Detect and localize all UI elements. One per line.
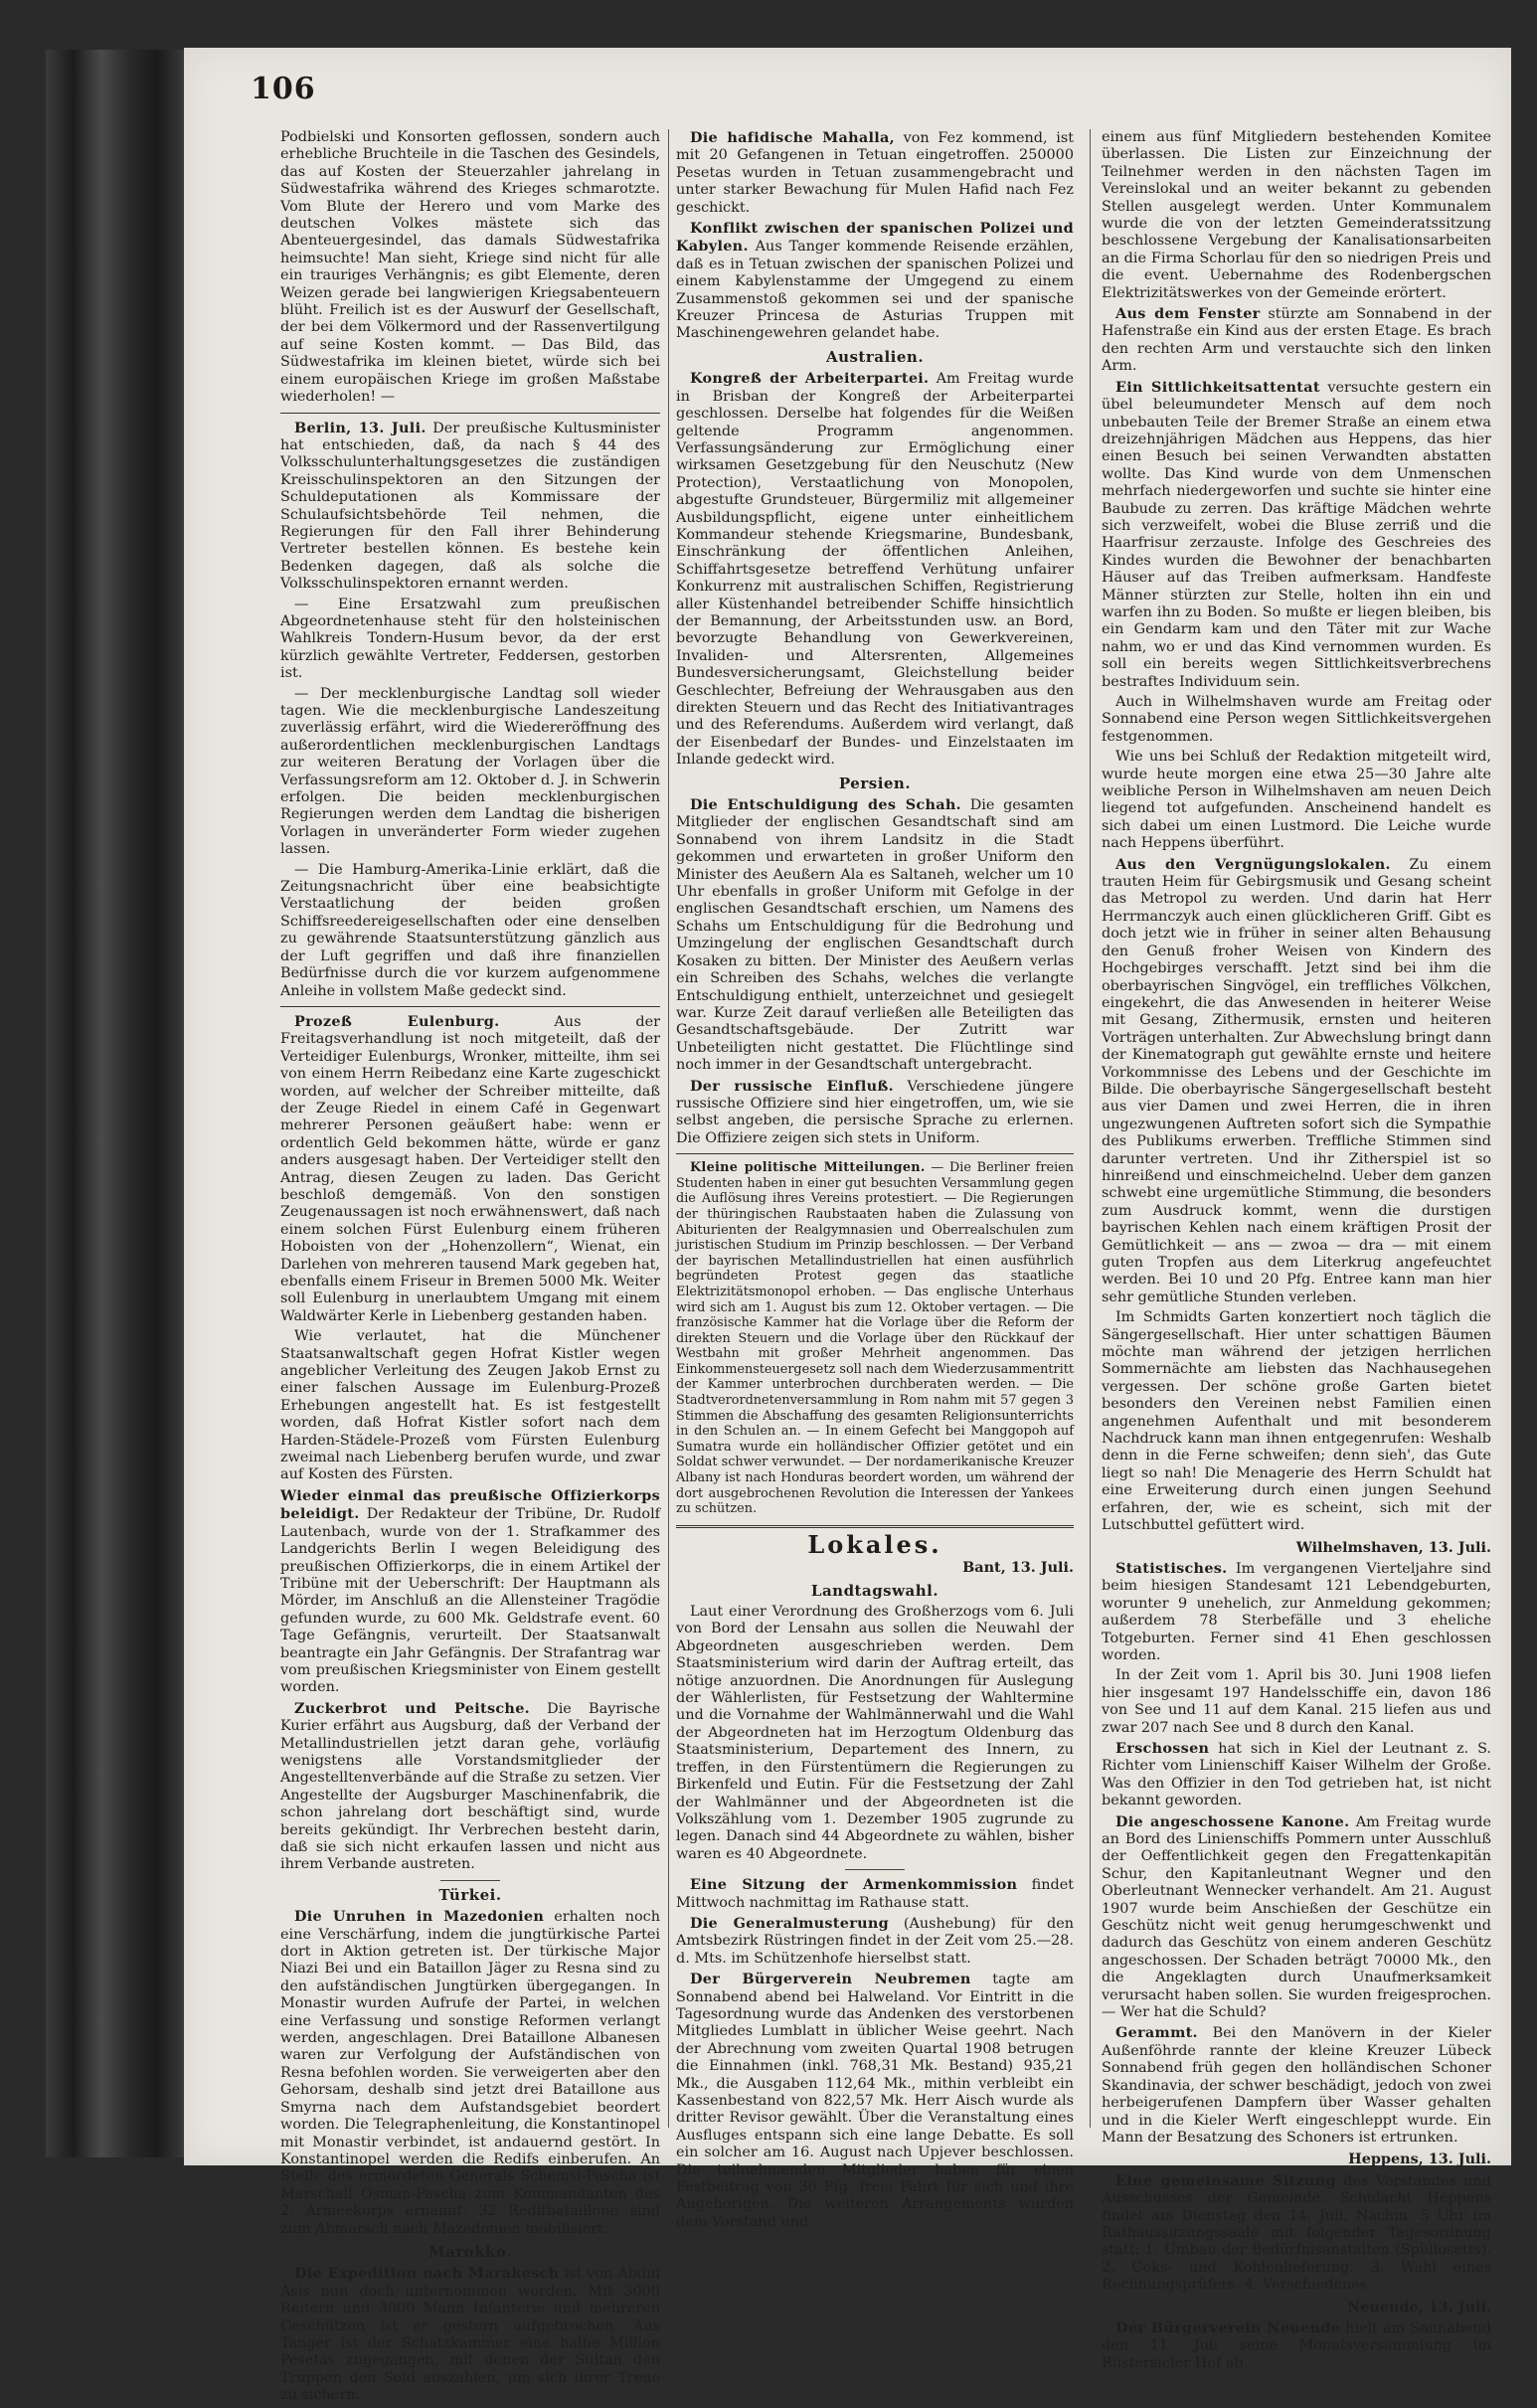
article-lead: Erschossen bbox=[1115, 1739, 1210, 1757]
article-text: Aus Tanger kommende Reisende erzählen, daß es in Tetuan zwischen der spanischen Polizei und einem Kabylenstamme der Umgegend zu einem Zusammenstoß gekommen sei und der spanische Kreuzer Princesa de Asturias Truppen mit Maschinengewehren gelandet habe. bbox=[676, 239, 1074, 342]
article-lead: Aus den Vergnügungslokalen. bbox=[1115, 855, 1391, 873]
article-lead: Kleine politische Mitteilungen. bbox=[690, 1160, 926, 1176]
section-heading: Australien. bbox=[825, 347, 925, 366]
dateline: Neuende, 13. Juli. bbox=[1347, 2298, 1491, 2316]
article-text: Am Freitag wurde in Brisban der Kongreß der Arbeiterpartei geschlossen. Derselbe hat folgendes für die Weißen geltende Programm angenommen. Verfassungsänderung zur Ermöglichung einer wirksamen Gesetzgebung für den Neuschutz (New Protection), Verstaatlichung von Monopolen, abgestufte Grundsteuer, Bürgermiliz mit allgemeiner Ausbildungspflicht, eigene unter einheitlichem Kommandeur stehende Kriegsmarine, Bundesbank, Einschränkung der öffentlichen Anleihen, Schiffahrtsgesetze betreffend Verhütung unfairer Konkurrenz mit australischen Schiffen, Registrierung aller Küstenhandel betreibender Schiffe hinsichtlich der Bemannung, der Arbeitsstunden usw. an Bord, bevorzugte Behandlung von Gewerkvereinen, Invaliden- und Altersrenten, Allgemeines Bundesversicherungsamt, Gleichstellung beider Geschlechter, Befreiung der Wehrausgaben aus den direkten Steuern und das Recht des Initiativantrages und des Referendums. Außerdem wird verlangt, daß der Eisenbedarf der Bundes- und Einzelstaaten im Inlande gedeckt wird. bbox=[676, 371, 1074, 769]
short-rule bbox=[845, 1869, 905, 1870]
article-lead: Die angeschossene Kanone. bbox=[1115, 1812, 1350, 1830]
section-heading: Türkei. bbox=[438, 1885, 502, 1904]
article-paragraph bbox=[1102, 749, 1491, 852]
article-paragraph bbox=[676, 129, 1074, 217]
article-lead: Eine Sitzung der Armenkommission bbox=[690, 1876, 1018, 1894]
dateline: Bant, 13. Juli. bbox=[962, 1559, 1074, 1577]
article-lead: Statistisches. bbox=[1115, 1559, 1228, 1577]
article-lead: Aus dem Fenster bbox=[1115, 305, 1261, 323]
section-heading: Persien. bbox=[838, 774, 912, 792]
article-text: Im Schmidts Garten konzertiert noch täglich die Sängergesellschaft. Hier unter schattigen Bäumen möchte man während der jetzigen herrlichen Sommernächte am liebsten das Nachhausegehen vergessen. Der schöne große Garten bietet besonders den Vereinen nebst Familien einen angenehmen Aufenthalt und mit besonderem Nachdruck kann man ihnen entgegenrufen: Weshalb denn in die Ferne schweifen; denn sieh', das Gute liegt so nah! Die Menagerie des Herrn Schuldt hat eine Erweiterung durch einen jungen Seehund erfahren, der, wie es scheint, sich mit der Lutschbuttel gefüttert wird. bbox=[1102, 1309, 1491, 1534]
article-text: erhalten noch eine Verschärfung, indem die jungtürkische Partei dort in Aktion getreten ist. Der türkische Major Niazi Bei und ein Bataillon Jäger zu Resna sind zu den aufständischen Jungtürken übergegangen. In Monastir wurden Aufrufe der Partei, in welchen eine Verfassung und sonstige Reformen verlangt werden, angeschlagen. Drei Bataillone Albanesen waren zur Verfolgung der Aufständischen von Resna befohlen worden. Sie verweigerten aber den Gehorsam, deshalb sind jetzt drei Bataillone aus Smyrna nach dem Aufstandsgebiet beordert worden. Die Telegraphenleitung, die Konstantinopel mit Monastir verbindet, ist andauernd gestört. In Konstantinopel werden die Redifs einberufen. An Stelle des ermordeten Generals Schemsi-Pascha ist Marschall Osman-Pascha zum Kommandanten des 2. Armeekorps ernannt. 32 Redifbataillone sind zum Abmarsch nach Mazedonien mobilisiert. bbox=[280, 1909, 660, 2237]
article-paragraph bbox=[676, 1078, 1074, 1148]
article-paragraph bbox=[280, 1908, 660, 2238]
article-text: (Aushebung) für den Amtsbezirk Rüstringen findet in der Zeit vom 25.—28. d. Mts. im Schützenhofe hierselbst statt. bbox=[676, 1915, 1074, 1967]
article-lead: Berlin, 13. Juli. bbox=[294, 419, 427, 436]
article-text: — Eine Ersatzwahl zum preußischen Abgeordnetenhause steht für den holsteinischen Wahlkreis Tondern-Husum bevor, da der erst kürzlich gewählte Vertreter, Feddersen, gestorben ist. bbox=[280, 596, 660, 682]
dateline: Heppens, 13. Juli. bbox=[1348, 2150, 1491, 2168]
article-paragraph bbox=[676, 1604, 1074, 1863]
article-lead: Die Generalmusterung bbox=[690, 1914, 889, 1932]
article-text: Aus der Freitagsverhandlung ist noch mitgeteilt, daß der Verteidiger Eulenburgs, Wronker, mitteilte, ihm sei von einem Herrn Reibedanz eine Karte zugeschickt worden, auf welcher der Schreiber mitteilte, daß der Zeuge Riedel in einem Café in Gegenwart mehrerer Personen geäußert habe: wenn er ordentlich Geld bekommen hätte, würde er ganz anders ausgesagt haben. Der Verteidiger stellt den Antrag, diesen Zeugen zu laden. Das Gericht beschloß demgemäß. Von den sonstigen Zeugenaussagen ist noch erwähnenswert, daß nach einem solchen Fürst Eulenburg einem früheren Hoboisten von der „Hohenzollern“, Wienat, ein Darlehen von mehreren tausend Mark gegeben hat, ebenfalls einem Friseur in Bremen 5000 Mk. Weiter soll Eulenburg in unerlaubtem Umgang mit einem Waldwärter Kerle in Liebenberg gestanden haben. bbox=[280, 1013, 661, 1324]
section-heading: Lokales. bbox=[807, 1529, 942, 1559]
article-paragraph bbox=[280, 686, 660, 859]
article-paragraph bbox=[676, 1915, 1074, 1968]
article-text: tagte am Sonnabend abend bei Halweland. Vor Eintritt in die Tagesordnung wurde das Andenken des verstorbenen Mitgliedes Lumblatt in üblicher Weise geehrt. Nach der Abrechnung vom zweiten Quartal 1908 betrugen die Einnahmen (inkl. 768,31 Mk. Bestand) 935,21 Mk., die Ausgaben 112,64 Mk., mithin verbleibt ein Kassenbestand von 822,57 Mk. Herr Aisch wurde als dritter Revisor gewählt. Über die Veranstaltung eines Ausfluges entspann sich eine lange Debatte. Es soll ein solcher am 16. August nach Upjever beschlossen. Die teilnehmenden Mitglieder haben für einen Festbeitrag von 30 Pfg. freie Fahrt für sich und ihre Angehörigen. Die weiteren Arrangements wurden dem Vorstand und bbox=[676, 1972, 1074, 2230]
article-text: — Die Berliner freien Studenten haben in einer gut besuchten Versammlung gegen die Auflösung ihres Vereins protestiert. — Die Regierungen der thüringischen Raubstaaten haben die Zulassung von Abiturienten der Realgymnasien und Oberrealschulen zum juristischen Studium im Prinzip beschlossen. — Der Verband der bayrischen Metallindustriellen hat einen ausführlich begründeten Protest gegen das staatliche Elektrizitätsmonopol erhoben. — Das englische Unterhaus wird sich am 1. August bis zum 12. Oktober vertagen. — Die französische Kammer hat die Vorlage über die Reform der direkten Steuern und die Vorlage über den Rückkauf der Westbahn mit großer Mehrheit angenommen. Das Einkommensteuergesetz soll nach dem Wiederzusammentritt der Kammer unterbrochen durchberaten werden. — Die Stadtverordnetenversammlung in Rom nahm mit 57 gegen 3 Stimmen die Abschaffung des gesamten Religionsunterrichts in den Schulen an. — In einem Gefecht bei Manggopoh auf Sumatra wurde ein holländischer Offizier getötet und ein Soldat schwer verwundet. — Der nordamerikanische Kreuzer Albany ist nach Honduras beordert worden, um während der dort ausgebrochenen Revolution die Interessen der Yankees zu schützen. bbox=[676, 1160, 1074, 1517]
section-rule bbox=[280, 413, 660, 414]
article-paragraph bbox=[1102, 694, 1491, 746]
article-text: des Vorstandes und Ausschusses der Gemeinde. Schulacht Heppens findet am Dienstag den 14. Juli, Nachm. 5 Uhr im Rathaussitzungssaale mit folgender Tagesordnung statt: 1. Umbau der Bedürfnisanstalten (Spüllosetts). 2. Coks- und Kohlenlieferung. 3. Wahl eines Rechnungsprüfers. 4. Verschiedenes. bbox=[1102, 2172, 1491, 2294]
article-lead: Ein Sittlichkeitsattentat bbox=[1115, 378, 1320, 396]
article-paragraph bbox=[676, 220, 1074, 343]
column-divider bbox=[1090, 129, 1091, 2128]
article-text: Wie uns bei Schluß der Redaktion mitgeteilt wird, wurde heute morgen eine etwa 25—30 Jahre alte weibliche Person in Wilhelmshaven am neuen Deich liegend tot aufgefunden. Anscheinend handelt es sich dabei um einen Lustmord. Die Leiche wurde nach Heppens überführt. bbox=[1102, 749, 1491, 852]
article-lead: Zuckerbrot und Peitsche. bbox=[294, 1699, 530, 1717]
article-paragraph bbox=[280, 862, 660, 1000]
article-text: Wie verlautet, hat die Münchener Staatsanwaltschaft gegen Hofrat Kistler wegen angeblicher Verleitung des Zeugen Jakob Ernst zu einer falschen Aussage im Eulenburg-Prozeß Erhebungen angestellt hat. Es ist festgestellt worden, daß Hofrat Kistler sofort nach dem Harden-Städele-Prozeß vom Fürsten Eulenburg zweimal nach Liebenberg berufen wurde, und zwar auf Kosten des Fürsten. bbox=[280, 1328, 660, 1483]
article-lead: Die hafidische Mahalla, bbox=[690, 129, 895, 146]
article-paragraph bbox=[1102, 1740, 1491, 1810]
article-paragraph bbox=[676, 1160, 1074, 1517]
article-paragraph bbox=[676, 1971, 1074, 2231]
article-paragraph bbox=[1102, 1813, 1491, 2022]
article-text: Der Redakteur der Tribüne, Dr. Rudolf Lautenbach, wurde von der 1. Strafkammer des Landgerichts Berlin I wegen Beleidigung des preußischen Offizierkorps, die in einem Artikel der Tribüne mit der Ueberschrift: Der Hauptmann als Mörder, im Anschluß an die Allensteiner Tragödie gefunden wurde, zu 600 Mk. Geldstrafe event. 60 Tage Gefängnis, verurteilt. Der Staatsanwalt beantragte ein Jahr Gefängnis. Der Strafantrag war vom preußischen Kriegsminister von Einem gestellt worden. bbox=[280, 1506, 660, 1696]
article-lead: Die Entschuldigung des Schah. bbox=[690, 796, 961, 814]
article-paragraph bbox=[1102, 1667, 1491, 1737]
article-lead: Wieder einmal das preußische Offizierkorps beleidigt. bbox=[280, 1486, 660, 1523]
article-paragraph bbox=[280, 1487, 660, 1697]
article-paragraph bbox=[280, 1700, 660, 1874]
book-binding bbox=[46, 50, 185, 2157]
page-number: 106 bbox=[251, 72, 316, 106]
article-text: ist von Abdul Asis nun doch unternommen worden. Mit 3000 Reitern und 3000 Mann Infanterie und mehreren Geschützen ist er gestern aufgebrochen. Aus Tanger ist der Schatzkammer eine halbe Million Pesetas zugegangen, mit denen der Sultan den Truppen den Sold auszahlen, um sich ihrer Treue zu sichern. bbox=[280, 2266, 660, 2404]
section-heading: Marokko. bbox=[428, 2242, 512, 2261]
dateline: Wilhelmshaven, 13. Juli. bbox=[1295, 1538, 1491, 1556]
article-paragraph bbox=[1102, 2320, 1491, 2372]
short-rule bbox=[440, 1880, 500, 1881]
article-lead: Die Unruhen in Mazedonien bbox=[294, 1908, 545, 1926]
article-text: Am Freitag wurde an Bord des Linienschiffs Pommern unter Ausschluß der Oeffentlichkeit gegen den Fregattenkapitän Schur, den Kapitanleutnant Wegner und den Oberleutnant Wennecker verhandelt. Am 21. August 1907 wurde beim Anschießen der Geschütze ein Geschütz nicht weit genug herumgeschwenkt und dadurch das Geschütz von einem anderen Geschütz angeschossen. Der Schaden beträgt 70000 Mk., den die Angeklagten durch Unaufmerksamkeit verursacht haben sollen. Sie wurden freigesprochen. — Wer hat die Schuld? bbox=[1102, 1813, 1491, 2021]
article-lead: Der Bürgerverein Neuende bbox=[1115, 2319, 1341, 2336]
article-text: Der preußische Kultusminister hat entschieden, daß, da nach § 44 des Volksschulunterhaltungsgesetzes die zuständigen Kreisschulinspektoren an den Sitzungen der Schuldeputationen als Kommissare der Schulaufsichtsbehörde Teil nehmen, die Regierungen für den Fall ihrer Behinderung Vertreter bestellen können. Es bestehe kein Bedenken dagegen, daß als solche die Volksschulinspektoren ernannt werden. bbox=[280, 420, 660, 593]
article-paragraph bbox=[1102, 1560, 1491, 1664]
article-text: stürzte am Sonnabend in der Hafenstraße ein Kind aus der ersten Etage. Es brach den rechten Arm und verstauchte sich den linken Arm. bbox=[1102, 306, 1492, 375]
article-lead: Eine gemeinsame Sitzung bbox=[1115, 2171, 1336, 2189]
article-paragraph bbox=[280, 420, 660, 594]
article-paragraph bbox=[280, 2265, 660, 2404]
article-paragraph bbox=[676, 370, 1074, 769]
article-paragraph bbox=[1102, 856, 1491, 1307]
article-text: Verschiedene jüngere russische Offiziere sind hier eingetroffen, um, wie sie selbst angeben, die persische Sprache zu erlernen. Die Offiziere zeigen sich stets in Uniform. bbox=[676, 1078, 1074, 1146]
article-lead: Die Expedition nach Marakesch bbox=[294, 2265, 560, 2283]
article-paragraph bbox=[1102, 129, 1491, 302]
article-paragraph bbox=[676, 1876, 1074, 1912]
article-text: von Fez kommend, ist mit 20 Gefangenen in Tetuan eingetroffen. 250000 Pesetas wurden in Tetuan zusammengebracht und unter starker Bewachung für Mulen Hafid nach Fez geschickt. bbox=[676, 130, 1074, 216]
section-rule bbox=[280, 1006, 660, 1007]
column-middle bbox=[676, 129, 1074, 2234]
article-paragraph bbox=[1102, 2024, 1491, 2147]
article-lead: Kongreß der Arbeiterpartei. bbox=[690, 370, 930, 388]
article-paragraph bbox=[1102, 305, 1491, 376]
article-text: hielt am Sonnabend den 11. Juli seine Monatsversammlung im Rüstersieler Hof ab. bbox=[1102, 2320, 1491, 2371]
article-lead: Prozeß Eulenburg. bbox=[294, 1012, 500, 1030]
article-text: In der Zeit vom 1. April bis 30. Juni 1908 liefen hier insgesamt 197 Handelsschiffe ein, davon 186 von See und 11 auf dem Kanal. 215 liefen aus und zwar 207 nach See und 8 durch den Kanal. bbox=[1102, 1667, 1491, 1736]
article-paragraph bbox=[280, 1013, 660, 1325]
column-divider bbox=[668, 129, 669, 2128]
article-text: Die Bayrische Kurier erfährt aus Augsburg, daß der Verband der Metallindustriellen jetzt daran gehe, vorläufig wenigstens alle Vorstandsmitglieder der Angestelltenverbände auf die Straße zu setzen. Vier Angestellte der Augsburger Maschinenfabrik, die schon jahrelang dort beschäftigt sind, wurde bereits gekündigt. Ihr Verbrechen besteht darin, daß sie sich nicht erkaufen lassen und nicht aus ihrem Verbande austreten. bbox=[280, 1700, 661, 1873]
article-text: Die gesamten Mitglieder der englischen Gesandtschaft sind am Sonnabend von ihrem Landsitz in die Stadt gekommen und erwarteten in großer Uniform den Minister des Aeußern Ala es Saltaneh, welcher um 10 Uhr ebenfalls in großer Uniform mit Gefolge in der englischen Gesandtschaft erschien, um Namens des Schahs um Entschuldigung für die Bedrohung und Umzingelung der englischen Gesandtschaft durch Kosaken zu bitten. Der Minister des Aeußern verlas ein Schreiben des Schahs, welches die verlangte Entschuldigung enthielt, unterzeichnet und gesiegelt war. Kurze Zeit darauf verließen alle Beteiligten das Gesandtschaftsgebäude. Der Zutritt war Unbeteiligten nicht gestattet. Die Flüchtlinge sind noch immer in der Gesandtschaft untergebracht. bbox=[676, 797, 1074, 1074]
article-text: versuchte gestern ein übel beleumundeter Mensch auf dem noch unbebauten Teile der Bremer Straße an einem etwa dreizehnjährigen Mädchen aus Heppens, das hier einen Besuch bei seinen Verwandten abstatten wollte. Das Kind wurde von dem Unmenschen mehrfach niedergeworfen und suchte sie hinter eine Baubude zu zerren. Das kräftige Mädchen wehrte sich verzweifelt, wobei die Bluse zerriß und die Haarfrisur zerzauste. Infolge des Geschreies des Kindes wurden die Bewohner der benachbarten Häuser auf das Treiben aufmerksam. Handfeste Männer stürzten zur Stelle, holten ihn ein und warfen ihn zu Boden. So mußte er liegen bleiben, bis ein Gendarm kam und den Täter mit zur Wache nahm, wo er und das Kind vernommen wurden. Es soll ein bereits wegen Sittlichkeitsverbrechens bestraftes Individuum sein. bbox=[1102, 379, 1492, 690]
article-text: Zu einem trauten Heim für Gebirgsmusik und Gesang scheint das Metropol zu werden. Und darin hat Herr Herrmanczyk auch einen glücklicheren Griff. Gibt es doch jetzt wie in früher in seiner alten Behausung den Genuß froher Weisen von Kindern des Hochgebirges verschafft. Jetzt sind bei ihm die oberbayrischen Singvögel, ein treffliches Völkchen, eingekehrt, die das Anwesenden in heiterer Weise mit Gesang, Zithermusik, ernsten und heiteren Vorträgen unterhalten. Zur Abwechslung bringt dann der Kinematograph gut gewählte ernste und heitere Vorkommnisse des Lebens und der Geschichte im Bilde. Die oberbayrische Sängergesellschaft besteht aus vier Damen und zwei Herren, die in ihren ungezwungenen Auftreten sofort sich die Sympathie des Publikums erwerben. Treffliche Stimmen sind darunter vertreten. Und ihr Zitherspiel ist so hinreißend und einschmeichelnd. Ueber dem ganzen schwebt eine urgemütliche Stimmung, die besonders zum Ausdruck kommt, wenn die durstigen bayrischen Kehlen nach einem kräftigen Prosit der Gemütlichkeit — ans — zwoa — dra — mit einem guten Tropfen aus dem Literkrug angefeuchtet werden. Bei 10 und 20 Pfg. Entree kann man hier sehr gemütliche Stunden verleben. bbox=[1102, 856, 1491, 1305]
article-text: Im vergangenen Vierteljahre sind beim hiesigen Standesamt 121 Lebendgeburten, worunter 9 unehelich, zur Anmeldung gekommen; außerdem 78 Sterbefälle und 3 eheliche Totgeburten. Ferner sind 41 Ehen geschlossen worden. bbox=[1102, 1560, 1491, 1663]
article-text: einem aus fünf Mitgliedern bestehenden Komitee überlassen. Die Listen zur Einzeichnung der Teilnehmer werden in den nächsten Tagen im Vereinslokal und an weiter bekannt zu gebenden Stellen ausgelegt werden. Unter Kommunalem wurde die von der letzten Gemeinderatssitzung beschlossene Vergebung der Kanalisationsarbeiten an die Firma Schorlau für den so niedrigen Preis und die event. Uebernahme des Rodenbergschen Elektrizitätswerkes von der Gemeinde erörtert. bbox=[1102, 129, 1491, 301]
article-text: Bei den Manövern in der Kieler Außenföhrde rannte der kleine Kreuzer Lübeck Sonnabend früh gegen den holländischen Schoner Skandinavia, der schwer beschädigt, jedoch von zwei herbeigerufenen Dampfern über Wasser gehalten und in die Kieler Werft eingeschleppt wurde. Ein Mann der Besatzung des Schoners ist ertrunken. bbox=[1102, 2025, 1492, 2146]
column-left bbox=[280, 129, 660, 2408]
article-text: — Die Hamburg-Amerika-Linie erklärt, daß die Zeitungsnachricht über eine beabsichtigte Verstaatlichung der beiden großen Schiffsreedereigesellschaften oder eine denselben zu gewährende Staatsunterstützung gänzlich aus der Luft gegriffen und daß ihre finanziellen Bedürfnisse durch die vor kurzem aufgenommene Anleihe in vollstem Maße gedeckt sind. bbox=[280, 861, 660, 999]
column-right bbox=[1102, 129, 1491, 2375]
article-lead: Gerammt. bbox=[1115, 2024, 1198, 2042]
article-lead: Konflikt zwischen der spanischen Polizei und Kabylen. bbox=[676, 220, 1074, 256]
article-lead: Der Bürgerverein Neubremen bbox=[690, 1971, 971, 1988]
section-heading: Landtagswahl. bbox=[810, 1581, 939, 1600]
article-paragraph bbox=[1102, 2172, 1491, 2295]
article-text: hat sich in Kiel der Leutnant z. S. Richter vom Linienschiff Kaiser Wilhelm der Große. Was den Offizier in den Tod getrieben hat, ist nicht bekannt geworden. bbox=[1102, 1740, 1492, 1809]
article-text: Podbielski und Konsorten geflossen, sondern auch erhebliche Bruchteile in die Taschen des Gesindels, das auf Kosten der Steuerzahler jahrelang in Südwestafrika während des Krieges schmarotzte. Vom Blute der Herero und vom Marke des deutschen Volkes mästete sich das Abenteuergesindel, das damals Südwestafrika heimsuchte! Man sieht, Kriege sind nicht für alle ein trauriges Verhängnis; es gibt Elemente, deren Weizen gerade bei langwierigen Kriegsabenteuern blüht. Freilich ist es der Auswurf der Gesellschaft, der bei dem Völkermord und der Rassenvertilgung auf seine Kosten kommt. — Das Bild, das Südwestafrika im kleinen bietet, würde sich bei einem europäischen Kriege im großen Maßstabe wiederholen! — bbox=[280, 129, 660, 406]
article-paragraph bbox=[676, 796, 1074, 1075]
article-paragraph bbox=[1102, 1309, 1491, 1534]
article-text: findet Mittwoch nachmittag im Rathause statt. bbox=[676, 1877, 1074, 1911]
article-text: — Der mecklenburgische Landtag soll wieder tagen. Wie die mecklenburgische Landeszeitung zuverlässig erfährt, wird die Wiedereröffnung des außerordentlichen mecklenburgischen Landtags zur weiteren Beratung der Vorlagen über die Verfassungsreform am 12. Oktober d. J. in Schwerin erfolgen. Die beiden mecklenburgischen Regierungen werden dem Landtag die bisherigen Vorlagen in unveränderter Form wieder zugehen lassen. bbox=[280, 685, 660, 858]
article-lead: Der russische Einfluß. bbox=[690, 1077, 894, 1095]
section-double-rule bbox=[676, 1525, 1074, 1528]
article-text: Laut einer Verordnung des Großherzogs vom 6. Juli von Bord der Lensahn aus sollen die Neuwahl der Abgeordneten ausgeschrieben werden. Dem Staatsministerium wird darin der Auftrag erteilt, das nötige anzuordnen. Die Anordnungen für Auslegung der Wählerlisten, für Festsetzung der Wahltermine und die Vornahme der Wahlmännerwahl und die Wahl der Abgeordneten hat im Herzogtum Oldenburg das Staatsministerium, Departement des Innern, zu treffen, in den Fürstentümern die Regierungen zu Birkenfeld und Eutin. Für die Festsetzung der Zahl der Wahlmänner und der Abgeordneten ist die Volkszählung vom 1. Dezember 1905 zugrunde zu legen. Danach sind 44 Abgeordnete zu wählen, bisher waren es 40 Abgeordnete. bbox=[676, 1604, 1074, 1862]
article-paragraph bbox=[280, 597, 660, 683]
article-paragraph bbox=[280, 1328, 660, 1484]
article-paragraph bbox=[1102, 379, 1491, 691]
article-paragraph bbox=[280, 129, 660, 407]
article-text: Auch in Wilhelmshaven wurde am Freitag oder Sonnabend eine Person wegen Sittlichkeitsvergehen festgenommen. bbox=[1102, 694, 1491, 745]
section-rule bbox=[676, 1153, 1074, 1154]
